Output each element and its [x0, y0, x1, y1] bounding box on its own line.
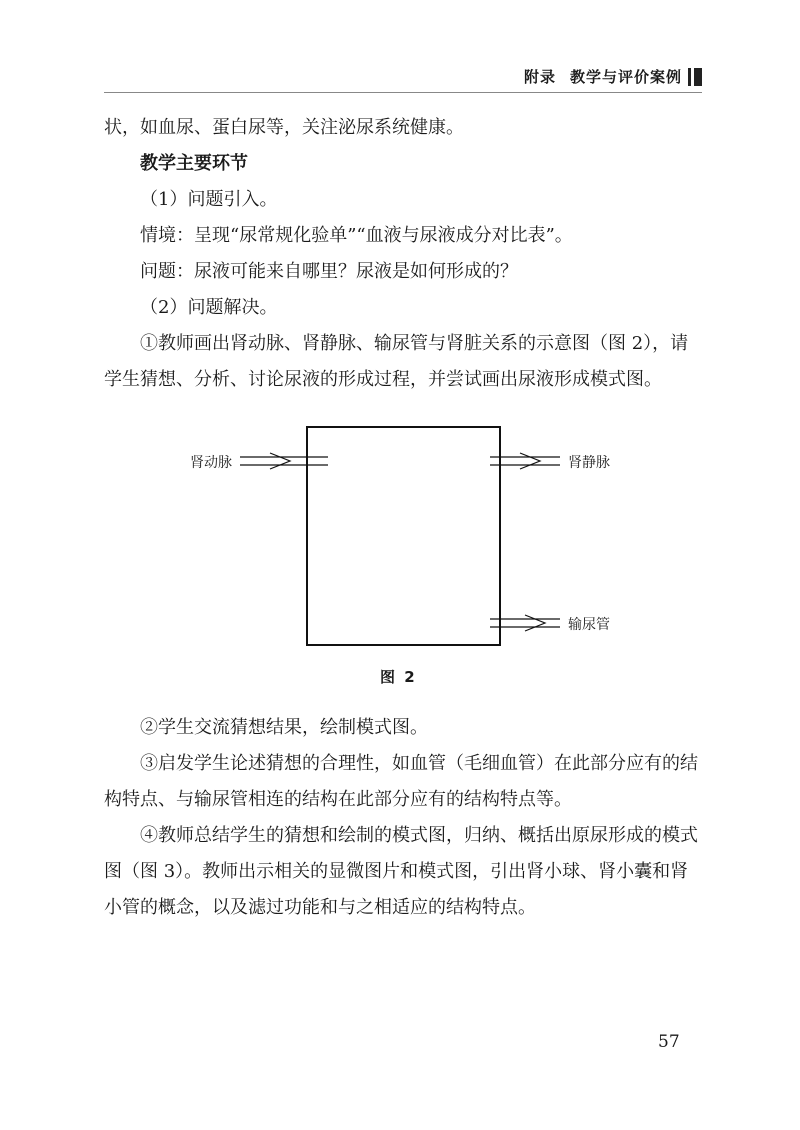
- item-2-paragraph: ②学生交流猜想结果，绘制模式图。: [140, 717, 428, 738]
- label-ureter: 输尿管: [568, 617, 610, 633]
- header-section: 附录: [523, 68, 556, 86]
- section-heading: 教学主要环节: [140, 153, 248, 174]
- paragraph-continuation: 状，如血尿、蛋白尿等，关注泌尿系统健康。: [104, 117, 464, 138]
- kidney-box: [307, 427, 500, 645]
- item-1-paragraph: ①教师画出肾动脉、肾静脉、输尿管与肾脏关系的示意图（图 2），请学生猜想、分析、讨论尿液的形成过程，并尝试画出尿液形成模式图。: [104, 333, 689, 390]
- figure-caption: 图 2: [380, 668, 417, 686]
- label-renal-artery: 肾动脉: [190, 455, 232, 471]
- page-number: 57: [658, 1032, 680, 1052]
- renal-artery-vessel: [240, 453, 328, 469]
- label-renal-vein: 肾静脉: [568, 455, 610, 471]
- step-1-heading: （1）问题引入。: [140, 189, 278, 210]
- situation-line: 情境：呈现“尿常规化验单”“血液与尿液成分对比表”。: [140, 225, 573, 246]
- item-4-paragraph: ④教师总结学生的猜想和绘制的模式图，归纳、概括出原尿形成的模式图（图 3）。教师出示相关的显微图片和模式图，引出肾小球、肾小囊和肾小管的概念，以及滤过功能和与之相适应的结构特点。: [104, 825, 698, 918]
- header-title: 教学与评价案例: [569, 68, 682, 86]
- item-3-paragraph: ③启发学生论述猜想的合理性，如血管（毛细血管）在此部分应有的结构特点、与输尿管相连的结构在此部分应有的结构特点等。: [104, 753, 698, 810]
- step-2-heading: （2）问题解决。: [140, 297, 278, 318]
- question-line: 问题：尿液可能来自哪里？尿液是如何形成的？: [140, 261, 518, 282]
